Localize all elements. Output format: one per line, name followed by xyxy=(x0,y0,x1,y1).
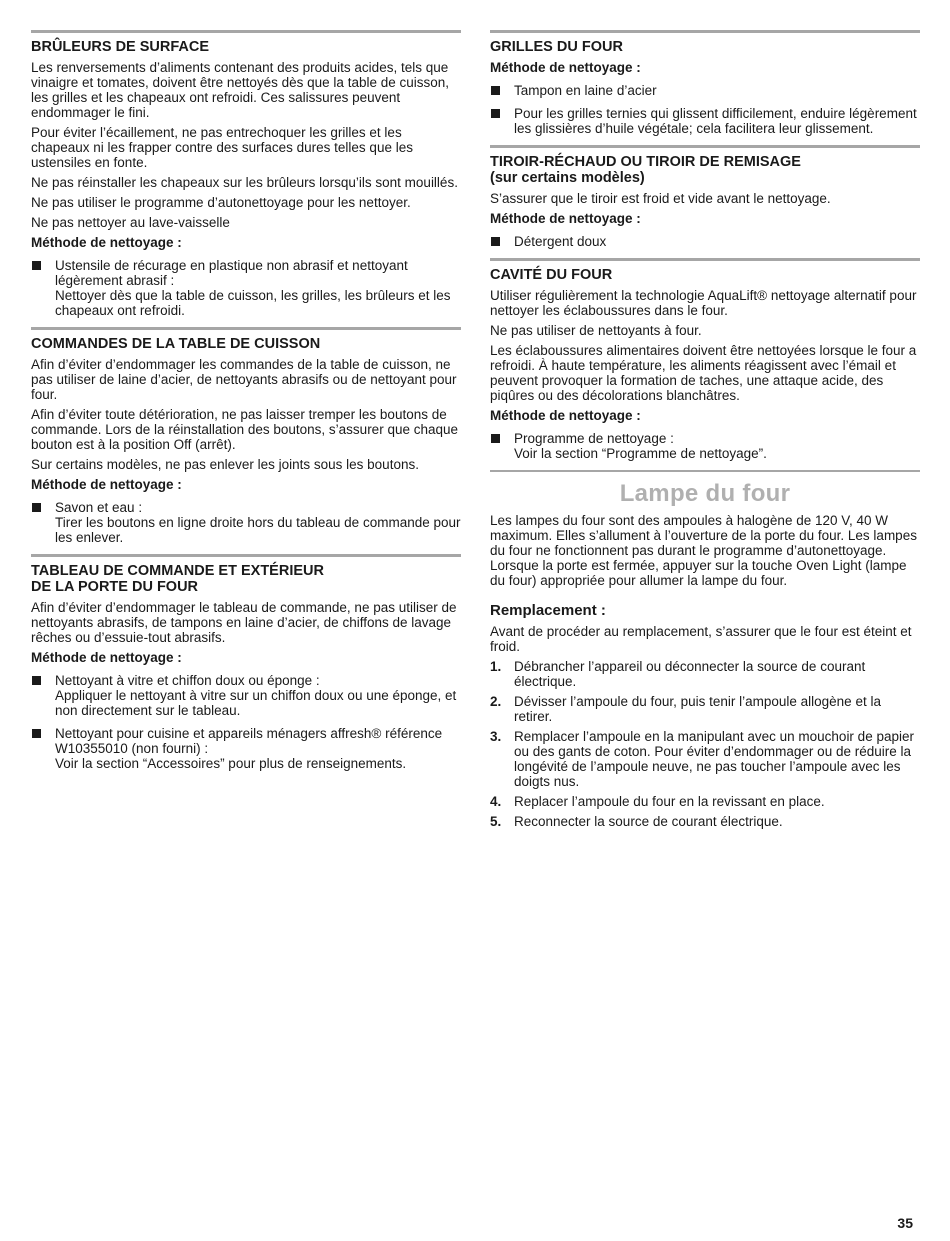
method-label: Méthode de nettoyage : xyxy=(31,650,182,665)
subsection-heading: Remplacement : xyxy=(490,602,606,619)
paragraph: Afin d’éviter d’endommager les commandes de la table de cuisson, ne pas utiliser de laine d’acier, de nettoyants abrasifs ou de nettoyant pour four. xyxy=(31,357,457,402)
list-item-title: Ustensile de récurage en plastique non abrasif et nettoyant légèrement abrasif : xyxy=(55,258,408,288)
list-item xyxy=(490,814,920,829)
method-label: Méthode de nettoyage : xyxy=(490,60,641,75)
paragraph: Ne pas réinstaller les chapeaux sur les brûleurs lorsqu’ils sont mouillés. xyxy=(31,175,458,190)
list-item-text: Tampon en laine d’acier xyxy=(514,83,657,98)
list-item xyxy=(31,258,461,318)
section-title: BRÛLEURS DE SURFACE xyxy=(31,39,210,55)
page-number: 35 xyxy=(897,1215,913,1231)
section-title-line: TIROIR-RÉCHAUD OU TIROIR DE REMISAGE xyxy=(490,154,801,170)
list-item xyxy=(490,83,920,98)
step-text: Replacer l’ampoule du four en la revissant en place. xyxy=(514,794,825,809)
list-item xyxy=(490,234,920,249)
paragraph: Sur certains modèles, ne pas enlever les joints sous les boutons. xyxy=(31,457,419,472)
step-text: Débrancher l’appareil ou déconnecter la source de courant électrique. xyxy=(514,659,866,689)
square-bullet-icon xyxy=(32,261,41,270)
list-item-detail: Appliquer le nettoyant à vitre sur un chiffon doux ou une éponge, et non directement sur le tableau. xyxy=(55,688,457,718)
square-bullet-icon xyxy=(491,237,500,246)
section-warming-drawer xyxy=(490,145,920,249)
list-item-detail: Voir la section “Accessoires” pour plus de renseignements. xyxy=(55,756,407,771)
paragraph: Les renversements d’aliments contenant des produits acides, tels que vinaigre et tomates, doivent être nettoyés dès que la table de cuisson, les grilles et les chapeaux ont refroidi. Ces salissures peuvent endommager le fini. xyxy=(31,60,450,120)
step-number: 4. xyxy=(490,794,502,809)
list-item-title: Programme de nettoyage : xyxy=(514,431,674,446)
section-control-panel-door xyxy=(31,554,461,771)
list-item xyxy=(31,673,461,718)
section-cooktop-controls xyxy=(31,327,461,545)
list-item-detail: Nettoyer dès que la table de cuisson, les grilles, les brûleurs et les chapeaux ont refroidi. xyxy=(55,288,451,318)
section-oven-racks xyxy=(490,30,920,136)
step-number: 2. xyxy=(490,694,502,709)
numbered-list xyxy=(490,659,920,829)
list-item xyxy=(31,500,461,545)
method-label: Méthode de nettoyage : xyxy=(490,408,641,423)
step-text: Reconnecter la source de courant électrique. xyxy=(514,814,783,829)
step-number: 1. xyxy=(490,659,502,674)
section-title xyxy=(31,563,461,595)
paragraph: Afin d’éviter d’endommager le tableau de commande, ne pas utiliser de nettoyants abrasifs, de tampons en laine d’acier, de chiffons de lavage rêches ou d’essuie-tout abrasifs. xyxy=(31,600,457,645)
section-title: CAVITÉ DU FOUR xyxy=(490,267,613,283)
method-label: Méthode de nettoyage : xyxy=(31,235,182,250)
step-text: Remplacer l’ampoule en la manipulant avec un mouchoir de papier ou des gants de coton. Pour éviter d’endommager ou de réduire la longévité de l’ampoule neuve, ne pas toucher l’ampoule avec les doigts nus. xyxy=(514,729,914,789)
paragraph: Utiliser régulièrement la technologie AquaLift® nettoyage alternatif pour nettoyer les éclaboussures dans le four. xyxy=(490,288,917,318)
list-item xyxy=(490,659,920,689)
bullet-list xyxy=(31,673,461,771)
page-section-heading: Lampe du four xyxy=(490,470,920,507)
list-item-text: Pour les grilles ternies qui glissent difficilement, enduire légèrement les glissières d’huile végétale; cela facilitera leur glissement. xyxy=(514,106,917,136)
section-title-line: DE LA PORTE DU FOUR xyxy=(31,579,199,595)
paragraph: Pour éviter l’écaillement, ne pas entrechoquer les grilles et les chapeaux ni les frapper contre des surfaces dures telles que les ustensiles en fonte. xyxy=(31,125,413,170)
list-item-text: Détergent doux xyxy=(514,234,607,249)
square-bullet-icon xyxy=(491,86,500,95)
section-title xyxy=(490,154,920,186)
step-number: 5. xyxy=(490,814,502,829)
method-label: Méthode de nettoyage : xyxy=(490,211,641,226)
left-column xyxy=(31,30,461,780)
section-oven-cavity xyxy=(490,258,920,461)
bullet-list xyxy=(490,431,920,461)
paragraph: Les lampes du four sont des ampoules à halogène de 120 V, 40 W maximum. Elles s’allument à l’ouverture de la porte du four. Les lampes du four ne fonctionnent pas durant le programme d’autonettoyage. Lorsque la porte est fermée, appuyer sur la touche Oven Light (lampe du four) appropriée pour allumer la lampe du four. xyxy=(490,513,917,588)
list-item-detail: Voir la section “Programme de nettoyage”. xyxy=(514,446,767,461)
section-title-line: TABLEAU DE COMMANDE ET EXTÉRIEUR xyxy=(31,563,324,579)
bullet-list xyxy=(490,234,920,249)
paragraph: Avant de procéder au remplacement, s’assurer que le four est éteint et froid. xyxy=(490,624,912,654)
bullet-list xyxy=(31,258,461,318)
paragraph: Les éclaboussures alimentaires doivent être nettoyées lorsque le four a refroidi. À haute température, les aliments réagissent avec l’émail et peuvent provoquer la formation de taches, une attaque acide, des piqûres ou des décolorations blanchâtres. xyxy=(490,343,917,403)
list-item-title: Savon et eau : xyxy=(55,500,143,515)
section-subtitle: (sur certains modèles) xyxy=(490,170,645,186)
list-item xyxy=(490,694,920,724)
list-item xyxy=(490,794,920,809)
square-bullet-icon xyxy=(491,434,500,443)
bullet-list xyxy=(490,83,920,136)
paragraph: Ne pas utiliser le programme d’autonettoyage pour les nettoyer. xyxy=(31,195,411,210)
section-surface-burners xyxy=(31,30,461,318)
list-item xyxy=(490,729,920,789)
section-title: COMMANDES DE LA TABLE DE CUISSON xyxy=(31,336,321,352)
right-column xyxy=(490,30,920,834)
section-oven-lamp xyxy=(490,470,920,829)
bullet-list xyxy=(31,500,461,545)
paragraph: S’assurer que le tiroir est froid et vide avant le nettoyage. xyxy=(490,191,831,206)
paragraph: Ne pas utiliser de nettoyants à four. xyxy=(490,323,702,338)
square-bullet-icon xyxy=(491,109,500,118)
paragraph: Afin d’éviter toute détérioration, ne pas laisser tremper les boutons de commande. Lors de la réinstallation des boutons, s’assurer que chaque bouton est à la position Off (arrêt). xyxy=(31,407,459,452)
list-item-title: Nettoyant à vitre et chiffon doux ou éponge : xyxy=(55,673,320,688)
list-item xyxy=(490,431,920,461)
list-item-detail: Tirer les boutons en ligne droite hors du tableau de commande pour les enlever. xyxy=(55,515,461,545)
list-item xyxy=(31,726,461,771)
list-item-title: Nettoyant pour cuisine et appareils ménagers affresh® référence W10355010 (non fourni) : xyxy=(55,726,443,756)
step-text: Dévisser l’ampoule du four, puis tenir l’ampoule allogène et la retirer. xyxy=(514,694,881,724)
method-label: Méthode de nettoyage : xyxy=(31,477,182,492)
square-bullet-icon xyxy=(32,729,41,738)
section-title: GRILLES DU FOUR xyxy=(490,39,623,55)
square-bullet-icon xyxy=(32,503,41,512)
square-bullet-icon xyxy=(32,676,41,685)
step-number: 3. xyxy=(490,729,502,744)
paragraph: Ne pas nettoyer au lave-vaisselle xyxy=(31,215,230,230)
list-item xyxy=(490,106,920,136)
